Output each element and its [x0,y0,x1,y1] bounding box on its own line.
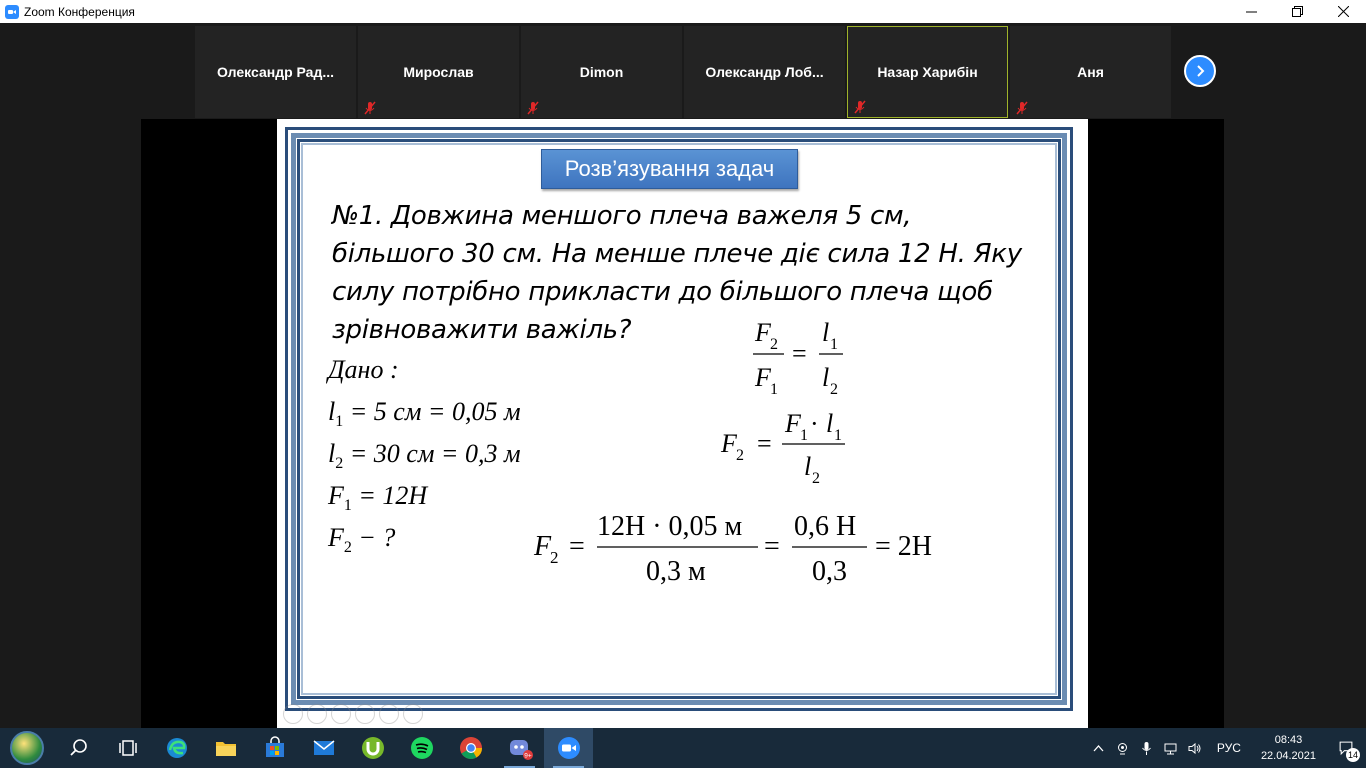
svg-text:0,3: 0,3 [812,556,847,587]
slide-prev-icon[interactable] [283,704,303,724]
svg-text:1: 1 [834,427,842,444]
clock-time: 08:43 [1274,734,1303,746]
participant-tile[interactable] [1010,26,1171,118]
svg-text:2: 2 [770,336,778,353]
edge-icon[interactable] [152,728,201,768]
window-titlebar [0,0,1366,23]
participant-name: Аня [1077,64,1104,80]
svg-text:2: 2 [736,447,744,464]
participant-name: Олександр Лоб... [705,64,824,80]
more-icon[interactable] [403,704,423,724]
participant-tile[interactable] [358,26,519,118]
utorrent-icon[interactable] [348,728,397,768]
muted-mic-icon [526,101,540,115]
start-orb-icon [10,731,44,765]
minimize-button[interactable] [1228,0,1274,23]
participant-name: Dimon [579,64,624,80]
muted-mic-icon [1015,101,1029,115]
windows-taskbar [0,728,1366,768]
svg-text:1: 1 [830,336,838,353]
system-tray [1087,728,1366,768]
svg-text:=: = [764,531,780,562]
grid-icon[interactable] [355,704,375,724]
zoom-icon[interactable] [379,704,399,724]
volume-icon[interactable] [1183,728,1207,768]
svg-text:F: F [755,318,771,347]
svg-text:l: l [804,452,812,481]
given-line: $F_2$ − ? [328,523,396,557]
restore-button[interactable] [1274,0,1320,23]
given-line: $l_2 = 30$ см = 0,3 м [328,439,521,473]
participant-tile[interactable] [521,26,682,118]
zoom-meeting-area [0,23,1366,728]
discord-icon[interactable] [495,728,544,768]
chrome-icon[interactable] [446,728,495,768]
muted-mic-icon [363,101,377,115]
svg-text:= 2Н: = 2Н [875,531,933,562]
slide-next-icon[interactable] [307,704,327,724]
participant-name: Назар Харибін [877,64,978,80]
slide-toolbar [283,704,423,724]
svg-text:l: l [826,409,834,438]
muted-mic-icon [853,100,867,114]
task-view-icon[interactable] [103,728,152,768]
problem-statement: №1. Довжина меншого плеча важеля 5 см, більшого 30 см. На менше плече діє сила 12 Н. Яку силу потрібно прикласти до більшого плеча щоб зрівноважити важіль? [332,201,1022,345]
svg-text:2: 2 [550,548,559,567]
start-button[interactable] [0,728,54,768]
language-indicator[interactable]: РУС [1216,741,1241,755]
store-icon[interactable] [250,728,299,768]
file-explorer-icon[interactable] [201,728,250,768]
zoom-icon[interactable] [544,728,593,768]
svg-text:2: 2 [812,470,820,487]
close-button[interactable] [1320,0,1366,23]
svg-text:9+: 9+ [523,752,532,760]
svg-text:F: F [534,531,552,562]
participant-name: Мирослав [403,64,474,80]
svg-text:1: 1 [800,427,808,444]
presentation-slide [277,119,1088,728]
clock-date: 22.04.2021 [1260,750,1316,762]
microphone-icon[interactable] [1135,728,1159,768]
svg-text:·: · [810,409,819,438]
participant-tile[interactable] [195,26,356,118]
spotify-icon[interactable] [397,728,446,768]
svg-text:0,3 м: 0,3 м [646,556,706,587]
svg-text:=: = [757,429,772,458]
svg-text:=: = [792,339,807,368]
svg-text:F: F [755,363,771,392]
screen-share-area [141,119,1224,728]
action-center-button[interactable] [1326,728,1366,768]
notifications-count: 14 [1347,750,1358,760]
given-line: $F_1 = 12Н$ [328,481,428,515]
svg-text:F: F [785,409,801,438]
svg-text:l: l [822,318,830,347]
webcam-icon[interactable] [1111,728,1135,768]
clock[interactable] [1251,732,1326,764]
svg-text:F: F [721,429,737,458]
mail-icon[interactable] [299,728,348,768]
given-line: $l_1 = 5$ см = 0,05 м [328,397,521,431]
given-label: Дано : [328,355,399,384]
chevron-up-icon[interactable] [1087,728,1111,768]
participant-name: Олександр Рад... [216,64,335,80]
slide-heading: Розв’язування задач [541,149,798,189]
next-participants-button[interactable] [1184,55,1216,87]
svg-text:0,6 Н: 0,6 Н [794,511,857,542]
participant-strip [195,26,1171,118]
window-title: Zoom Конференция [24,4,135,19]
participant-tile-active-speaker[interactable] [847,26,1008,118]
svg-text:12Н · 0,05 м: 12Н · 0,05 м [597,511,743,542]
pen-icon[interactable] [331,704,351,724]
search-icon[interactable] [54,728,103,768]
network-icon[interactable] [1159,728,1183,768]
zoom-app-icon [5,5,19,19]
svg-text:1: 1 [770,381,778,398]
svg-text:=: = [569,531,585,562]
given-block [328,355,521,565]
svg-text:2: 2 [830,381,838,398]
chevron-right-icon [1193,64,1207,78]
svg-text:l: l [822,363,830,392]
participant-tile[interactable] [684,26,845,118]
